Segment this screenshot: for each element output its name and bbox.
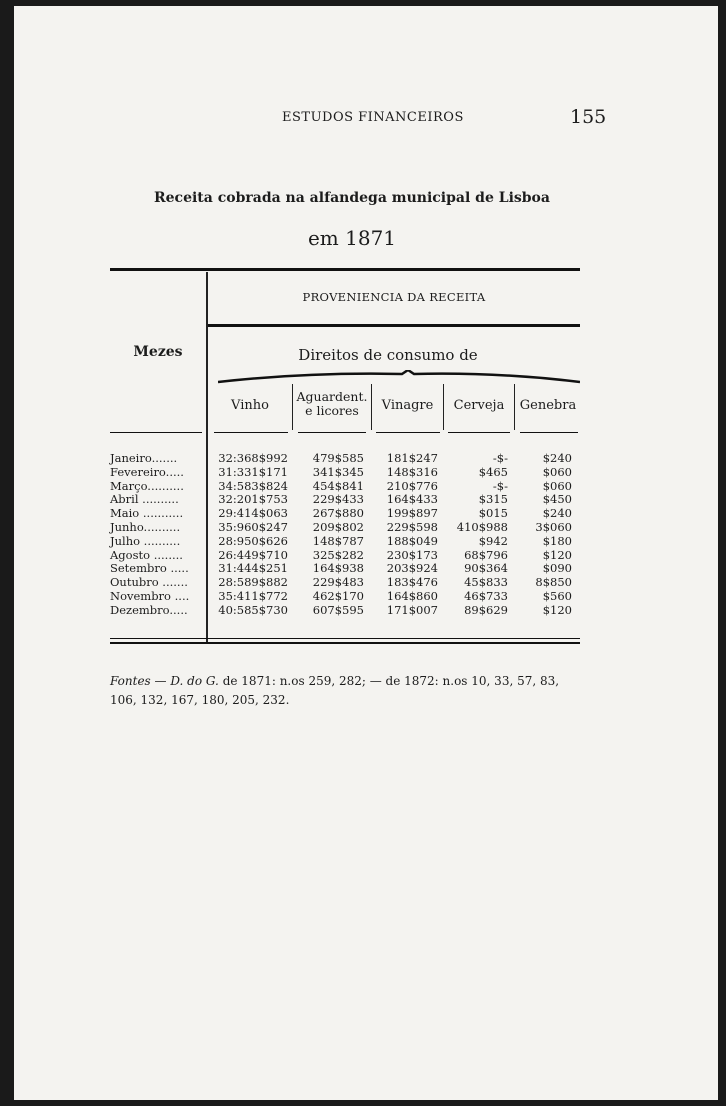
table-row-month: Agosto ........: [110, 547, 183, 562]
table-cell: 209$802: [312, 519, 364, 534]
col-header-genebra: Genebra: [519, 398, 577, 413]
table-cell: 325$282: [312, 547, 364, 562]
table-cell: 40:585$730: [218, 602, 288, 617]
table-cell: 230$173: [386, 547, 438, 562]
table-cell: 28:589$882: [218, 575, 288, 590]
table-cell: $090: [542, 561, 572, 576]
sources-text-1: de 1871: n.os 259, 282; — de 1872: n.os 10, 33, 57, 83,: [222, 674, 560, 688]
table-cell: 462$170: [312, 588, 364, 603]
table-row-month: Janeiro.......: [110, 451, 178, 465]
table-cell: 35:411$772: [218, 588, 288, 603]
table-cell: 181$247: [386, 451, 438, 465]
table-row-month: Abril ..........: [110, 492, 179, 507]
table-cell: 229$598: [386, 519, 438, 534]
table-cell: 34:583$824: [218, 478, 288, 493]
table-cell: 3$060: [535, 519, 572, 534]
table-cell: 164$433: [386, 492, 438, 507]
page-number: 155: [570, 106, 607, 128]
col-header-vinho: Vinho: [231, 398, 269, 413]
table-cell: $120: [542, 547, 572, 562]
table-cell: 164$938: [312, 561, 364, 576]
group-header: PROVENIENCIA DA RECEITA: [302, 290, 486, 304]
table-bottom-rule: [110, 638, 580, 639]
table-cell: 28:950$626: [218, 533, 288, 548]
table-cell: $180: [542, 533, 572, 548]
table-row-month: Junho..........: [110, 519, 181, 534]
genebra-column: [518, 452, 572, 618]
table-row-month: Novembro ....: [110, 588, 190, 603]
group-header-rule: [208, 324, 580, 327]
table-cell: 46$733: [464, 588, 508, 603]
subheader-rule-cerveja: [448, 432, 510, 433]
table-cell: 32:368$992: [218, 451, 288, 465]
subheader-rule-aguardente: [298, 432, 366, 433]
table-cell: 35:960$247: [218, 519, 288, 534]
table-cell: $240: [542, 451, 572, 465]
table-cell: 148$787: [312, 533, 364, 548]
table-cell: 89$629: [464, 602, 508, 617]
table-cell: 32:201$753: [218, 492, 288, 507]
table-cell: 479$585: [312, 451, 364, 465]
table-cell: $060: [542, 464, 572, 479]
table-row-month: Dezembro.....: [110, 602, 188, 617]
table-cell: 45$833: [464, 575, 508, 590]
table-cell: $942: [478, 533, 508, 548]
table-cell: 229$433: [312, 492, 364, 507]
table-cell: 188$049: [386, 533, 438, 548]
month-header: Mezes: [133, 344, 183, 360]
table-cell: 31:331$171: [218, 464, 288, 479]
sources-label: Fontes: [110, 674, 151, 688]
table-cell: -$-: [492, 451, 508, 465]
document-page: [14, 6, 718, 1100]
table-cell: $240: [542, 506, 572, 521]
month-column: [110, 452, 210, 618]
col-header-vinagre: Vinagre: [381, 398, 434, 413]
table-cell: $450: [542, 492, 572, 507]
subheader-rule-months: [110, 432, 202, 433]
table-cell: 341$345: [312, 464, 364, 479]
table-cell: $315: [478, 492, 508, 507]
table-row-month: Julho ..........: [110, 533, 181, 548]
col-header-cerveja: Cerveja: [453, 398, 505, 413]
table-cell: $120: [542, 602, 572, 617]
table-row-month: Fevereiro.....: [110, 464, 184, 479]
cerveja-column: [446, 452, 508, 618]
table-top-rule: [110, 268, 580, 271]
table-cell: 210$776: [386, 478, 438, 493]
table-cell: 267$880: [312, 506, 364, 521]
table-cell: 26:449$710: [218, 547, 288, 562]
table-cell: 607$595: [312, 602, 364, 617]
table-year: em 1871: [307, 226, 397, 250]
table-cell: 229$483: [312, 575, 364, 590]
table-row-month: Março..........: [110, 478, 184, 493]
table-row-month: Setembro .....: [110, 561, 189, 576]
table-cell: $465: [478, 464, 508, 479]
table-cell: $015: [478, 506, 508, 521]
col-header-aguardente: Aguardent. e licores: [296, 389, 368, 418]
table-row-month: Outubro .......: [110, 575, 188, 590]
table-cell: 68$796: [464, 547, 508, 562]
table-cell: 90$364: [464, 561, 508, 576]
table-cell: 148$316: [386, 464, 438, 479]
table-row-month: Maio ...........: [110, 506, 184, 521]
running-title: ESTUDOS FINANCEIROS: [282, 110, 464, 125]
table-cell: 183$476: [386, 575, 438, 590]
subheader-rule-vinagre: [376, 432, 440, 433]
aguardente-column: [296, 452, 364, 618]
vinagre-column: [374, 452, 438, 618]
table-cell: 454$841: [312, 478, 364, 493]
table-cell: $060: [542, 478, 572, 493]
sources-ref: D. do G.: [170, 674, 219, 688]
sources-note: Fontes — D. do G. de 1871: n.os 259, 282; — de 1872: n.os 10, 33, 57, 83, 106, 132, 167, 180, 205, 232.: [110, 672, 590, 710]
table-cell: 410$988: [456, 519, 508, 534]
table-cell: 203$924: [386, 561, 438, 576]
subheader-rule-vinho: [214, 432, 288, 433]
subgroup-header: Direitos de consumo de: [298, 346, 478, 364]
table-title: Receita cobrada na alfandega municipal de Lisboa: [154, 190, 550, 206]
table-bottom-rule-thick: [110, 642, 580, 644]
table-cell: $560: [542, 588, 572, 603]
table-cell: 199$897: [386, 506, 438, 521]
table-cell: 29:414$063: [218, 506, 288, 521]
table-cell: 164$860: [386, 588, 438, 603]
header-brace: [218, 370, 580, 386]
sources-text-2: 106, 132, 167, 180, 205, 232.: [110, 693, 290, 707]
vinho-column: [210, 452, 288, 618]
table-cell: 8$850: [535, 575, 572, 590]
table-cell: 171$007: [386, 602, 438, 617]
table-cell: -$-: [492, 478, 508, 493]
table-cell: 31:444$251: [218, 561, 288, 576]
subheader-rule-genebra: [520, 432, 578, 433]
